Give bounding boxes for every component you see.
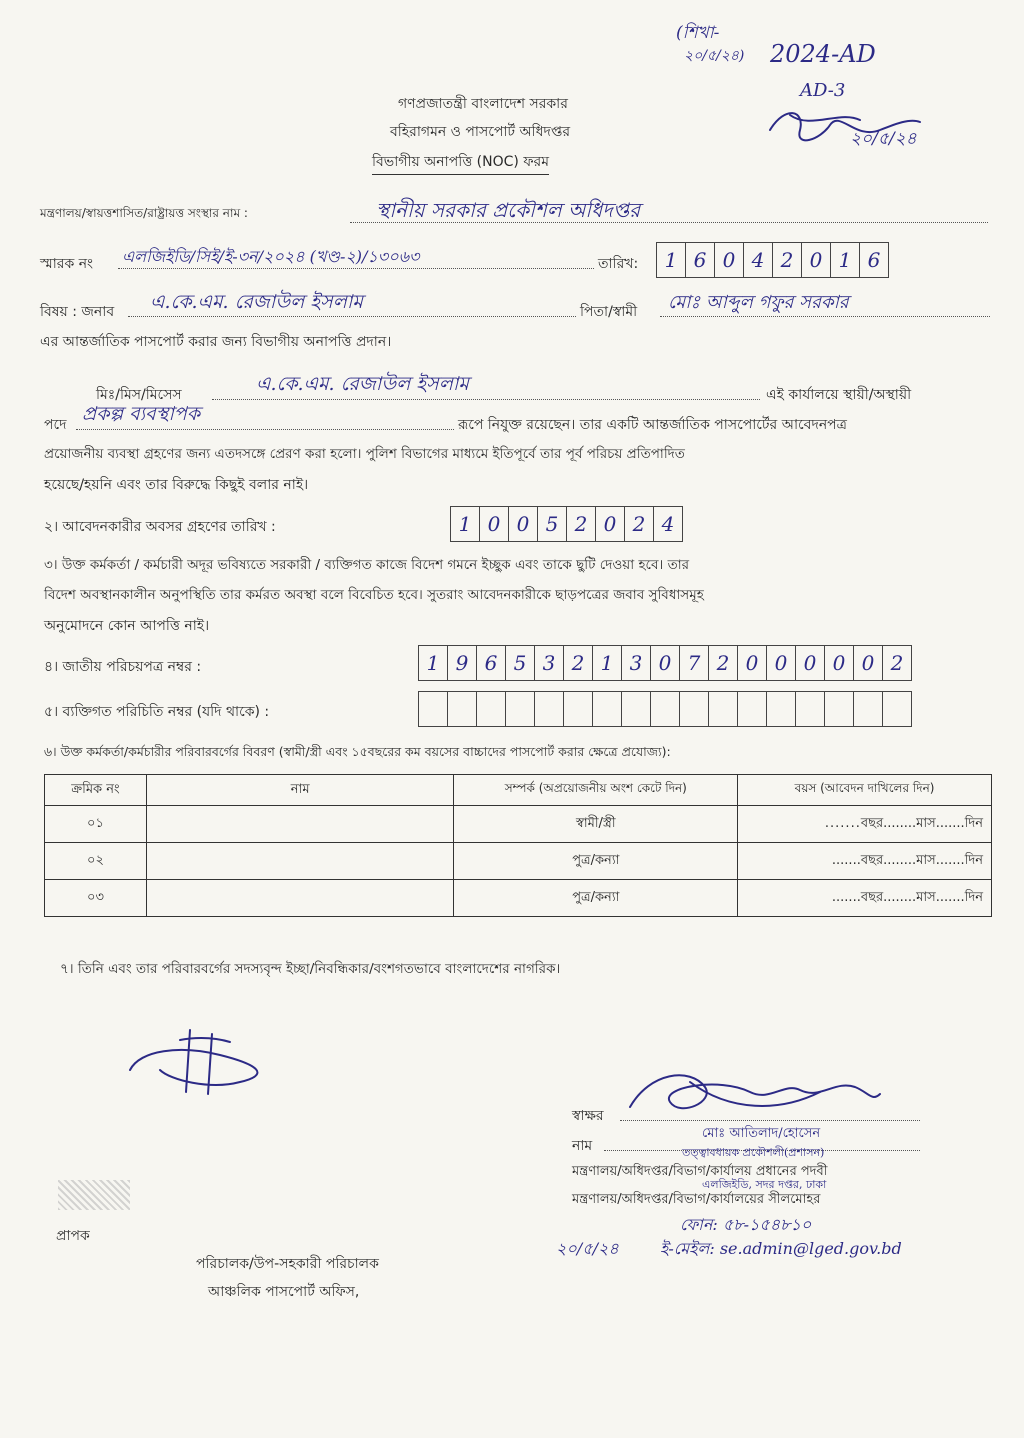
ministry-label: মন্ত্রণালয়/স্বায়ত্তশাসিত/রাষ্ট্রায়ত্ত সংস্থার নাম : [40,206,248,220]
age-cell: .......বছর........মাস.......দিন [738,806,992,843]
item3-line1: ৩। উক্ত কর্মকর্তা / কর্মচারী অদূর ভবিষ্যতে সরকারী / ব্যক্তিগত কাজে বিদেশ গমনে ইচ্ছুক এবং তাকে ছুটি দেওয়া হবে। তার [44,557,690,573]
personal-id-cell [535,692,564,726]
para1-line1-cont: রূপে নিযুক্ত রয়েছেন। তার একটি আন্তর্জাতিক পাসপোর্টের আবেদনপত্র [458,417,847,433]
family-table [44,774,992,917]
nid-digit-cell: 1 [419,646,448,680]
age-day-label: দিন [964,852,983,868]
date-digit-cell: 1 [831,243,860,277]
retirement-digit-cell: 2 [625,507,654,541]
date-digit-cell: 6 [867,248,881,272]
faint-stamp [58,1180,130,1210]
date-label: তারিখ: [598,256,639,272]
name-cell [146,880,454,917]
annotation-note-1: (শিখা- [676,23,720,43]
personal-id-cell [448,692,477,726]
personal-id-cell [506,692,535,726]
office-text: এই কার্যালয়ে স্থায়ী/অস্থায়ী [766,387,912,403]
office-seal-line: মন্ত্রণালয়/অধিদপ্তর/বিভাগ/কার্যালয়ের সীলমোহর [572,1192,821,1207]
age-day-label: দিন [964,889,983,905]
nid-digit-cell: 2 [890,651,904,675]
annotation-note-2: ২০/৫/২৪) [684,48,745,64]
memo-label: স্মারক নং [40,256,94,272]
col-header-name: নাম [146,775,454,806]
annotation-note-5: ২০/৫/২৪ [850,129,917,149]
nid-digit-cell: 3 [535,646,564,680]
name-cell [146,806,454,843]
ministry-value: স্থানীয় সরকার প্রকৌশল অধিদপ্তর [376,198,641,222]
serial-cell: ০১ [45,806,147,843]
nid-digit-cell: 2 [564,646,593,680]
nid-digit-cell: 7 [680,646,709,680]
personal-id-cell [854,692,883,726]
nid-digit-cell: 9 [448,646,477,680]
retirement-digit-cell: 2 [567,507,596,541]
personal-id-cell [796,692,825,726]
retirement-digit-cell: 0 [509,507,538,541]
para1-line3: হয়েছে/হয়নি এবং তার বিরুদ্ধে কিছুই বলার নাই। [44,477,309,493]
memo-value: এলজিইডি/সিই/ই-৩ন/২০২৪ (খণ্ড-২)/১৩০৬৩ [122,247,420,266]
personal-id-cell [593,692,622,726]
nid-digit-cell: 0 [738,646,767,680]
nid-digit-cell: 2 [709,646,738,680]
col-header-relation: সম্পর্ক (অপ্রয়োজনীয় অংশ কেটে দিন) [454,775,738,806]
header-line-1: গণপ্রজাতন্ত্রী বাংলাদেশ সরকার [398,96,568,112]
personal-id-cell [709,692,738,726]
post-label: পদে [44,417,67,433]
personal-id-cell [477,692,506,726]
serial-cell: ০৩ [45,880,147,917]
nid-digit-cell: 3 [622,646,651,680]
phone-note: ফোন: ৫৮-১৫৪৮১০ [680,1215,812,1234]
stamp-name: মোঃ আতিলাদ/হোসেন [702,1126,821,1141]
nid-digit-cell: 0 [825,646,854,680]
annotation-note-3: 2024-AD [770,40,876,68]
date-note: ২০/৫/২৪ [556,1239,619,1258]
nid-digit-cell: 5 [506,646,535,680]
honorific-label: মিঃ/মিস/মিসেস [96,387,182,403]
recipient-line-2: আঞ্চলিক পাসপোর্ট অফিস, [208,1284,360,1300]
personal-id-label: ৫। ব্যক্তিগত পরিচিতি নম্বর (যদি থাকে) : [44,704,270,720]
personal-id-cell [883,692,911,726]
family-table-header [45,775,992,806]
personal-id-cell [651,692,680,726]
citizenship-statement: ৭। তিনি এবং তার পরিবারবর্গের সদস্যবৃন্দ ইচ্ছা/নিবন্ধিকার/বংশগতভাবে বাংলাদেশের নাগরিক। [60,961,561,977]
table-row [45,880,992,917]
personal-id-cell [738,692,767,726]
personal-id-cell [564,692,593,726]
table-row [45,806,992,843]
age-year-label: বছর [860,852,884,868]
office-head-designation-line: মন্ত্রণালয়/অধিদপ্তর/বিভাগ/কার্যালয় প্রধানের পদবী [572,1164,828,1179]
age-year-label: বছর [860,815,884,831]
header-line-2: বহিরাগমন ও পাসপোর্ট অধিদপ্তর [390,124,571,140]
date-boxes [656,242,889,278]
col-header-serial: ক্রমিক নং [45,775,147,806]
annotation-note-4: AD-3 [800,80,846,101]
retirement-date-boxes [450,506,683,542]
nid-digit-cell: 0 [767,646,796,680]
email-note: ই-মেইল: se.admin@lged.gov.bd [660,1239,902,1258]
retirement-digit-cell: 1 [451,507,480,541]
table-row [45,843,992,880]
retirement-digit-cell: 0 [596,507,625,541]
personal-id-cell [825,692,854,726]
name-cell [146,843,454,880]
post-value: প্রকল্প ব্যবস্থাপক [82,403,201,425]
left-signature [120,1020,280,1100]
nid-digit-cell: 1 [593,646,622,680]
relation-cell: স্বামী/স্ত্রী [454,806,738,843]
retirement-digit-cell: 0 [480,507,509,541]
nid-digit-cell: 0 [854,646,883,680]
nid-boxes [418,645,912,681]
officer-signature [610,1062,890,1132]
personal-id-cell [680,692,709,726]
sign-line [620,1120,920,1121]
subject-continuation: এর আন্তর্জাতিক পাসপোর্ট করার জন্য বিভাগীয় অনাপত্তি প্রদান। [40,334,392,350]
recipient-line-1: পরিচালক/উপ-সহকারী পরিচালক [196,1256,379,1272]
nid-digit-cell: 0 [651,646,680,680]
personal-id-cell [419,692,448,726]
date-digit-cell: 4 [744,243,773,277]
retirement-date-label: ২। আবেদনকারীর অবসর গ্রহণের তারিখ : [44,519,276,535]
father-label: পিতা/স্বামী [580,304,638,320]
nid-digit-cell: 6 [477,646,506,680]
age-day-label: দিন [964,815,983,831]
age-month-label: মাস [916,889,936,905]
date-digit-cell: 1 [657,243,686,277]
item3-line2: বিদেশ অবস্থানকালীন অনুপস্থিতি তার কর্মরত অবস্থা বলে বিবেচিত হবে। সুতরাং আবেদনকারীকে ছাড়পত্রের জবাব সুবিধাসমূহ [44,587,704,603]
personal-id-cell [767,692,796,726]
name-label: নাম [572,1138,593,1154]
personal-id-cell [622,692,651,726]
para1-line2: প্রয়োজনীয় ব্যবস্থা গ্রহণের জন্য এতদসঙ্গে প্রেরণ করা হলো। পুলিশ বিভাগের মাধ্যমে ইতিপূর্বে তার পূর্ব পরিচয় প্রতিপাদিত [44,446,685,462]
date-digit-cell: 2 [773,243,802,277]
serial-cell: ০২ [45,843,147,880]
employee-name-value: এ.কে.এম. রেজাউল ইসলাম [256,373,469,395]
age-year-label: বছর [860,889,884,905]
subject-label: বিষয় : জনাব [40,304,115,320]
recipient-label: প্রাপক [56,1228,90,1244]
age-month-label: মাস [916,815,936,831]
stamp-office: এলজিইডি, সদর দপ্তর, ঢাকা [702,1178,827,1191]
age-cell: .......বছর........মাস.......দিন [738,880,992,917]
father-value: মোঃ আব্দুল গফুর সরকার [668,292,849,313]
sign-label: স্বাক্ষর [572,1108,604,1124]
stamp-designation: তত্ত্বাবধায়ক প্রকৌশলী(প্রশাসন) [682,1146,825,1159]
col-header-age: বয়স (আবেদন দাখিলের দিন) [738,775,992,806]
retirement-digit-cell: 5 [538,507,567,541]
age-month-label: মাস [916,852,936,868]
date-digit-cell: 0 [802,243,831,277]
relation-cell: পুত্র/কন্যা [454,843,738,880]
personal-id-boxes [418,691,912,727]
date-digit-cell: 0 [715,243,744,277]
item3-line3: অনুমোদনে কোন আপত্তি নাই। [44,618,210,634]
subject-value: এ.কে.এম. রেজাউল ইসলাম [150,291,363,313]
age-cell: .......বছর........মাস.......দিন [738,843,992,880]
retirement-digit-cell: 4 [661,512,675,536]
nid-label: ৪। জাতীয় পরিচয়পত্র নম্বর : [44,659,202,675]
relation-cell: পুত্র/কন্যা [454,880,738,917]
date-digit-cell: 6 [686,243,715,277]
form-title: বিভাগীয় অনাপত্তি (NOC) ফরম [372,150,549,175]
nid-digit-cell: 0 [796,646,825,680]
family-heading: ৬। উক্ত কর্মকর্তা/কর্মচারীর পরিবারবর্গের বিবরণ (স্বামী/স্ত্রী এবং ১৫বছরের কম বয়সের বাচ্চাদের পাসপোর্ট করার ক্ষেত্রে প্রযোজ্য): [44,744,671,759]
